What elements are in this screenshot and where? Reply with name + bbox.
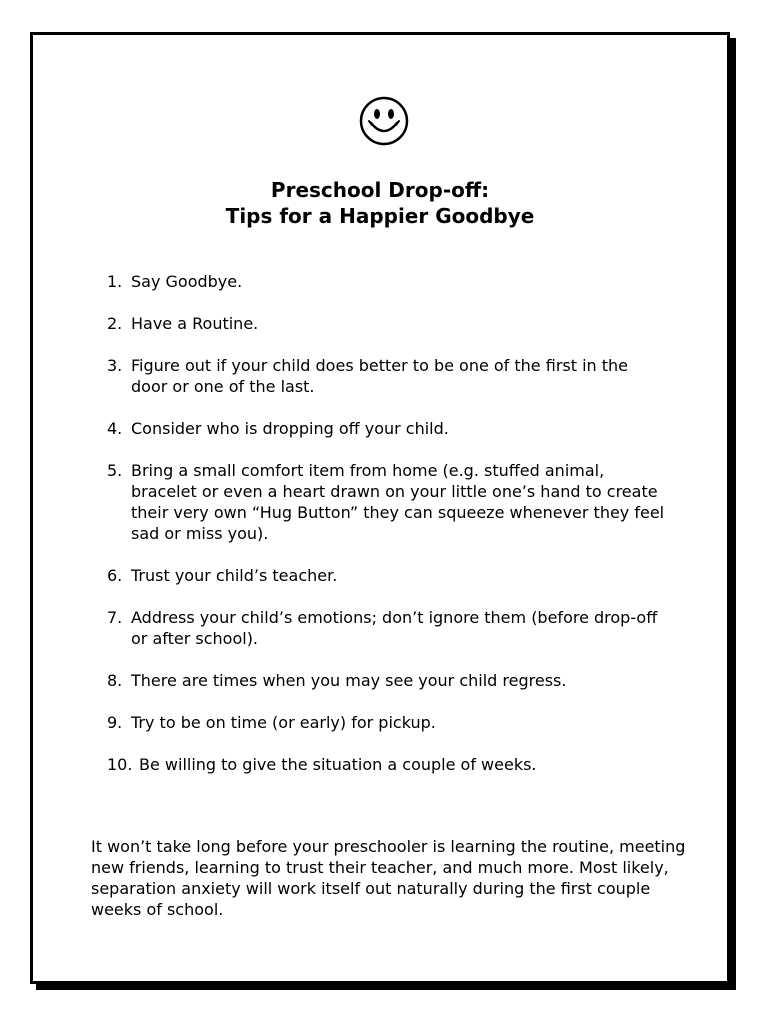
page-frame	[30, 32, 730, 984]
closing-paragraph: It won’t take long before your preschooler is learning the routine, meeting new friends, learning to trust their teacher, and much more. Most likely, separation anxiety will work itself out naturally during the first couple weeks of school.	[91, 837, 686, 919]
tip-text: Bring a small comfort item from home (e.g. stuffed animal, bracelet or even a heart drawn on your little one’s hand to create their very own “Hug Button” they can squeeze whenever they feel sad or miss you).	[131, 461, 665, 543]
page-title	[33, 177, 727, 229]
tip-item	[107, 607, 667, 649]
tip-text: There are times when you may see your child regress.	[131, 671, 567, 690]
tip-number: 4.	[107, 419, 123, 438]
tip-text: Address your child’s emotions; don’t ignore them (before drop-off or after school).	[131, 608, 658, 648]
tip-number: 1.	[107, 272, 123, 291]
tip-item	[107, 460, 667, 544]
tip-item	[107, 754, 667, 775]
tip-text: Have a Routine.	[131, 314, 259, 333]
tip-text: Try to be on time (or early) for pickup.	[131, 713, 436, 732]
tip-text: Figure out if your child does better to be one of the first in the door or one of the last.	[131, 356, 629, 396]
tip-item	[107, 271, 667, 292]
tips-list	[107, 271, 667, 796]
tip-number: 8.	[107, 671, 123, 690]
tip-number: 5.	[107, 461, 123, 480]
tip-item	[107, 418, 667, 439]
tip-number: 2.	[107, 314, 123, 333]
tip-item	[107, 355, 667, 397]
tip-text: Say Goodbye.	[131, 272, 243, 291]
title-line-1: Preschool Drop-off:	[270, 178, 490, 202]
tip-item	[107, 670, 667, 691]
tip-number: 7.	[107, 608, 123, 627]
tip-text: Trust your child’s teacher.	[131, 566, 338, 585]
tip-item	[107, 313, 667, 334]
tip-number: 10.	[107, 755, 133, 774]
tip-number: 9.	[107, 713, 123, 732]
smiley-face-icon	[359, 96, 409, 146]
tip-text: Be willing to give the situation a couple of weeks.	[139, 755, 537, 774]
tip-item	[107, 565, 667, 586]
title-line-2: Tips for a Happier Goodbye	[225, 204, 535, 228]
tip-number: 3.	[107, 356, 123, 375]
tip-item	[107, 712, 667, 733]
tip-number: 6.	[107, 566, 123, 585]
tip-text: Consider who is dropping off your child.	[131, 419, 449, 438]
